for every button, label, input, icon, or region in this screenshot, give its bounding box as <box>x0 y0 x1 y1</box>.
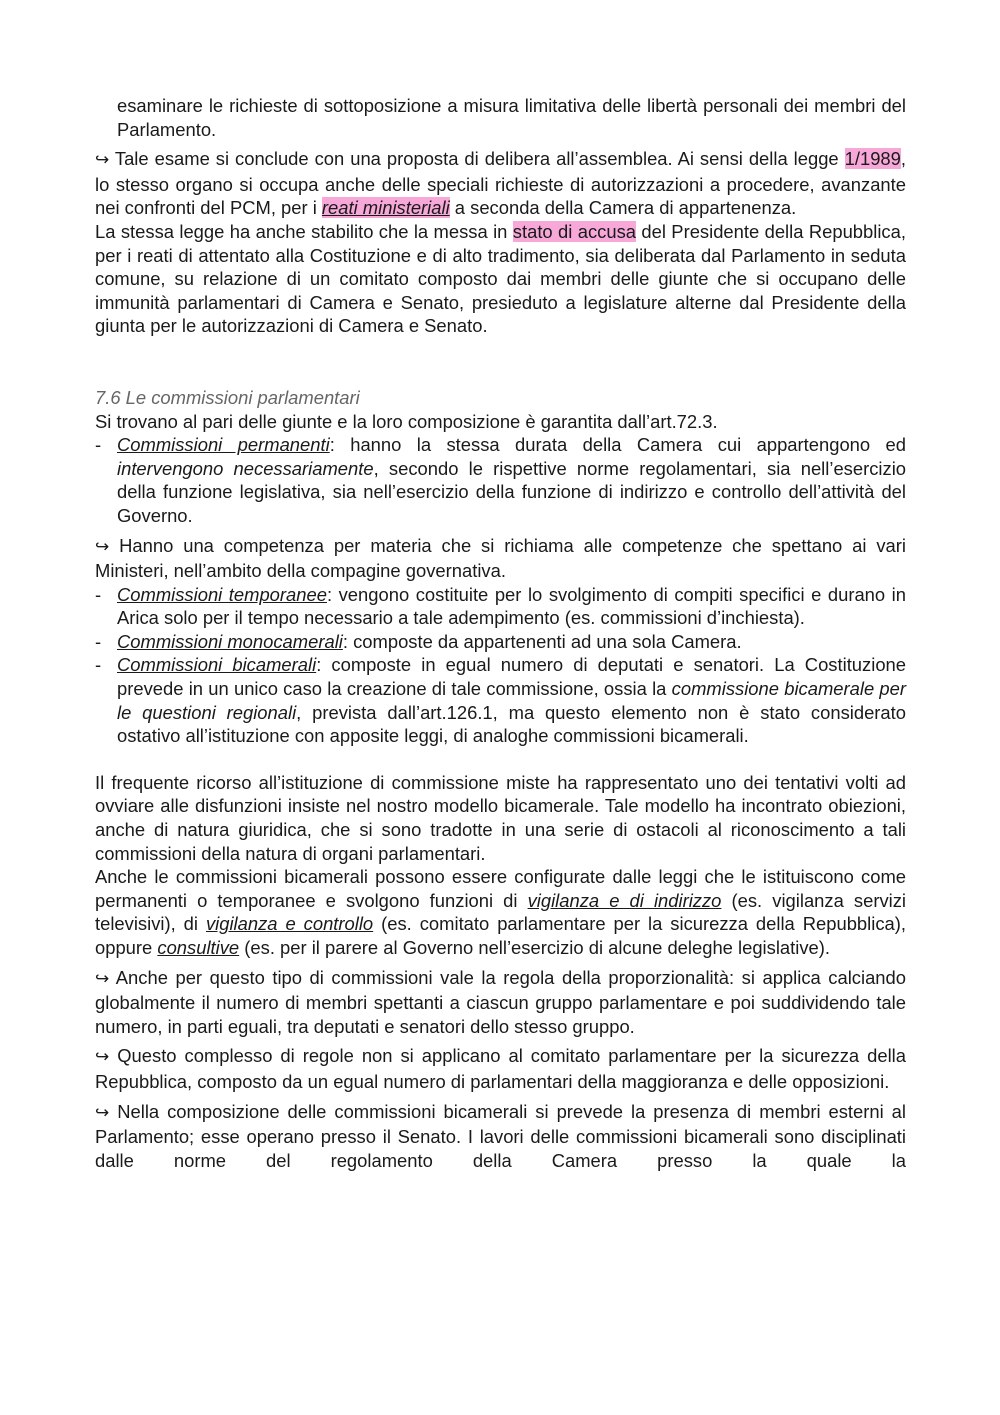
dash-bullet: - <box>95 583 102 605</box>
term-bicamerali: Commissioni bicamerali <box>117 654 317 676</box>
dash-bullet: - <box>95 654 102 676</box>
dash-bullet: - <box>95 434 102 456</box>
paragraph-stato-accusa: La stessa legge ha anche stabilito che la messa in stato di accusa del Presidente della Repubblica, per i reati di attentato alla Costituzione e di alto tradimento, sia deliberata dal Parlamento in seduta comune, su relazione di un comitato composto dai membri delle giunte che si occupano delle immunità parlamentari di Camera e Senato, presieduto a legislature alterne dal Presidente della giunta per le autorizzazioni di Camera e Senato. <box>95 220 906 337</box>
commission-list-2 <box>95 583 906 748</box>
arrow-icon: ↪ <box>95 1047 110 1068</box>
paragraph-competenza: ↪ Hanno una competenza per materia che si richiama alle competenze che spettano ai vari Ministeri, nell’ambito della compagine governativa. <box>95 534 906 582</box>
arrow-icon: ↪ <box>95 1102 110 1123</box>
term-permanenti: Commissioni permanenti <box>117 434 330 456</box>
dash-bullet: - <box>95 630 102 652</box>
paragraph-anche: Anche le commissioni bicamerali possono essere configurate dalle leggi che le istituiscono come permanenti o temporanee e svolgono funzioni di vigilanza e di indirizzo (es. vigilanza servizi televisivi), di vigilanza e controllo (es. comitato parlamentare per la sicurezza della Repubblica), oppure consultive (es. per il parere al Governo nell’esercizio di alcune deleghe legislative). <box>95 866 907 958</box>
term-vigilanza-controllo: vigilanza e controllo <box>205 913 374 935</box>
paragraph-frequente: Il frequente ricorso all’istituzione di commissione miste ha rappresentato uno dei tentativi volti ad ovviare alle disfunzioni insiste nel nostro modello bicamerale. Tale modello ha incontrato obiezioni, anche di natura giuridica, che si sono tradotte in una serie di ostacoli al riconoscimento a tali commissioni della natura di organi parlamentari. <box>95 771 906 864</box>
paragraph-proporzionalita: ↪ Anche per questo tipo di commissioni vale la regola della proporzionalità: si applica calciando globalmente il numero di membri spettanti a ciascun gruppo parlamentare e poi suddividendo tale numero, in parti eguali, tra deputati e senatori dello stesso gruppo. <box>95 966 906 1037</box>
term-monocamerali: Commissioni monocamerali <box>117 630 343 652</box>
list-item-permanenti: - Commissioni permanenti: hanno la stessa durata della Camera cui appartengono ed intervengono necessariamente, secondo le rispettive norme regolamentari, sia nell’esercizio della funzione legislativa, sia nell’esercizio della funzione di indirizzo e controllo dell’attività del Governo. <box>95 434 907 526</box>
arrow-icon: ↪ <box>95 536 110 557</box>
list-item-bicamerali: - Commissioni bicamerali: composte in egual numero di deputati e senatori. La Costituzione prevede in un unico caso la creazione di tale commissione, ossia la commissione bicamerale per le questioni regionali, prevista dall’art.126.1, ma questo elemento non è stato considerato ostativo all’istituzione con apposite leggi, di analoghe commissioni bicamerali. <box>95 654 907 747</box>
term-temporanee: Commissioni temporanee <box>117 583 327 605</box>
arrow-icon: ↪ <box>95 968 110 989</box>
continued-paragraph: esaminare le richieste di sottoposizione a misura limitativa delle libertà personali dei membri del Parlamento. <box>117 95 906 140</box>
highlight-legge: 1/1989 <box>844 148 901 170</box>
commission-list-1 <box>95 433 906 527</box>
highlight-reati-ministeriali: reati ministeriali <box>321 197 450 219</box>
arrow-icon: ↪ <box>95 150 110 171</box>
paragraph-composizione: ↪ Nella composizione delle commissioni bicamerali si prevede la presenza di membri esterni al Parlamento; esse operano presso il Senato. I lavori delle commissioni bicamerali sono disciplinati dalle norme del regolamento della Camera presso la quale la <box>95 1100 906 1171</box>
intro-paragraph: Si trovano al pari delle giunte e la loro composizione è garantita dall’art.72.3. <box>95 410 718 432</box>
term-vigilanza-indirizzo: vigilanza e di indirizzo <box>527 889 722 911</box>
highlight-stato-accusa: stato di accusa <box>512 220 636 242</box>
section-heading: 7.6 Le commissioni parlamentari <box>95 386 360 408</box>
paragraph-complesso: ↪ Questo complesso di regole non si applicano al comitato parlamentare per la sicurezza della Repubblica, composto da un egual numero di parlamentari della maggioranza e delle opposizioni. <box>95 1045 906 1092</box>
list-item-monocamerali: - Commissioni monocamerali: composte da appartenenti ad una sola Camera. <box>95 630 742 652</box>
list-item-temporanee: - Commissioni temporanee: vengono costituite per lo svolgimento di compiti specifici e durano in Arica solo per il tempo necessario a tale adempimento (es. commissioni d’inchiesta). <box>95 583 906 629</box>
term-consultive: consultive <box>157 937 240 958</box>
paragraph-esame: ↪ Tale esame si conclude con una proposta di delibera all’assemblea. Ai sensi della legge 1/1989, lo stesso organo si occupa anche delle speciali richieste di autorizzazioni a procedere, avanzante nei confronti del PCM, per i reati ministeriali a seconda della Camera di appartenenza. <box>95 148 906 219</box>
